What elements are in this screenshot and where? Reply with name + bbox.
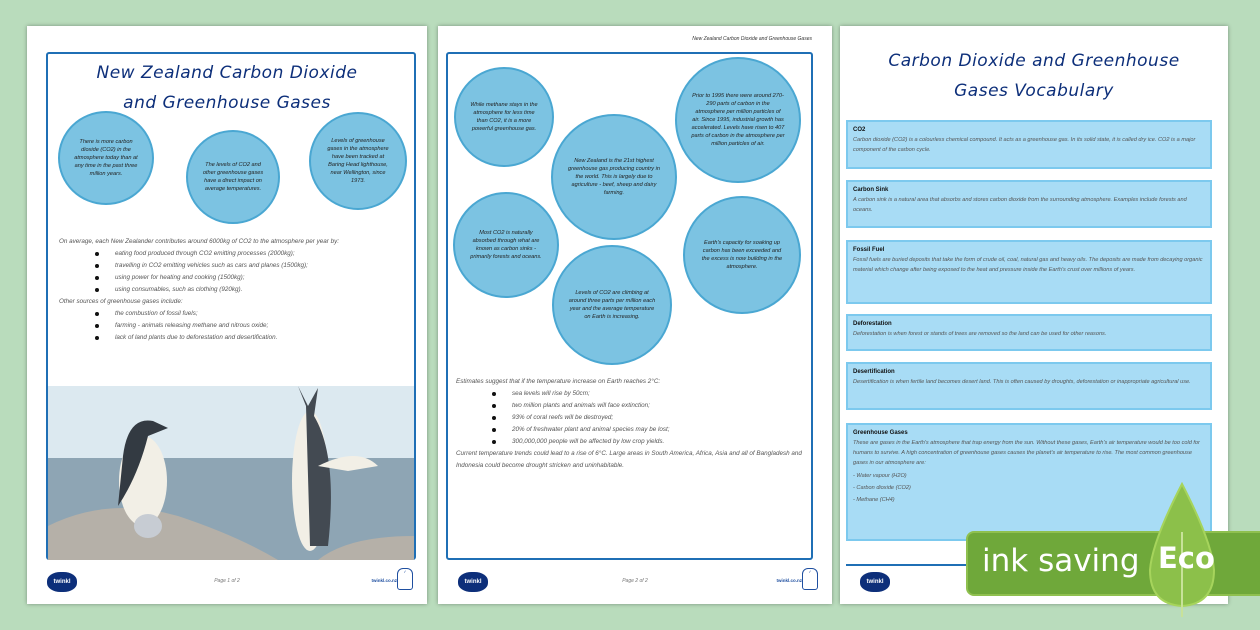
list-item: two million plants and animals will face extinction; xyxy=(494,400,806,412)
twinkl-logo: twinkl xyxy=(458,572,488,592)
vocab-term: Desertification xyxy=(853,369,895,375)
list-item: 300,000,000 people will be affected by low crop yields. xyxy=(494,436,806,448)
list-item: 20% of freshwater plant and animal species may be lost; xyxy=(494,424,806,436)
fact-circle: Levels of CO2 are climbing at around three parts per million each year and the average temperature on Earth is increasing. xyxy=(552,245,672,365)
vocab-card xyxy=(846,120,1212,169)
vocab-card xyxy=(846,362,1212,410)
list-item: lack of land plants due to deforestation and desertification. xyxy=(97,332,409,344)
fact-circle: Levels of greenhouse gases in the atmosphere have been tracked at Baring Head lighthouse, near Wellington, since 1973. xyxy=(309,112,407,210)
other-intro: Other sources of greenhouse gases include: xyxy=(59,298,183,305)
list-item: 93% of coral reefs will be destroyed; xyxy=(494,412,806,424)
vocab-definition: Desertification is when fertile land becomes desert land. This is often caused by droughts, deforestation or inappropriate agricultural use. xyxy=(853,379,1191,385)
fact-circle: Earth's capacity for soaking up carbon has been exceeded and the excess is now building in the atmosphere. xyxy=(683,196,801,314)
fact-circle: New Zealand is the 21st highest greenhouse gas producing country in the world. This is largely due to agriculture - beef, sheep and dairy farming. xyxy=(551,114,677,240)
eco-badge-label: Eco xyxy=(1158,541,1215,575)
vocab-term: Fossil Fuel xyxy=(853,247,885,253)
vocab-term: Deforestation xyxy=(853,321,892,327)
quality-badge-icon: ✓ xyxy=(802,568,818,590)
page-1 xyxy=(27,26,427,604)
vocab-card xyxy=(846,180,1212,228)
outro: Current temperature trends could lead to a rise of 6°C. Large areas in South America, Africa, Asia and all of Bangladesh and Indonesia could become drought stricken and uninhabitable. xyxy=(456,450,802,469)
list-item: travelling in CO2 emitting vehicles such as cars and planes (1500kg); xyxy=(97,260,409,272)
body-text xyxy=(456,376,806,472)
list-item: using consumables, such as clothing (920kg). xyxy=(97,284,409,296)
ink-saving-label: ink saving xyxy=(982,543,1140,579)
vocab-card xyxy=(846,240,1212,304)
vocab-definition: Carbon dioxide (CO2) is a colourless chemical compound. It acts as a greenhouse gas. In its solid state, it is called dry ice. CO2 is a major component of the carbon cycle. xyxy=(853,137,1196,153)
vocab-definition: These are gases in the Earth's atmosphere that trap energy from the sun. Without these gases, Earth's air temperature would be too cold for humans to survive. A high concentration of greenhouse gases causes the planet's air temperature to rise. The most common greenhouse gases in our atmosphere are: xyxy=(853,440,1200,466)
intro: On average, each New Zealander contributes around 6000kg of CO2 to the atmosphere per year by: xyxy=(59,238,340,245)
footer-url: twinkl.co.nz xyxy=(776,578,802,583)
page-footer xyxy=(438,564,832,604)
twinkl-logo: twinkl xyxy=(860,572,890,592)
list-item: - Methane (CH4) xyxy=(853,497,895,503)
vocab-definition: Deforestation is when forest or stands of trees are removed so the land can be used for other reasons. xyxy=(853,331,1107,337)
vocab-card xyxy=(846,314,1212,351)
body-text xyxy=(59,236,409,344)
vocab-term: CO2 xyxy=(853,127,866,133)
running-header: New Zealand Carbon Dioxide and Greenhouse Gases xyxy=(692,36,812,42)
fact-circle: There is more carbon dioxide (CO2) in the atmosphere today than at any time in the past three million years. xyxy=(58,111,154,205)
footer-url: twinkl.co.nz xyxy=(371,578,397,583)
vocab-term: Carbon Sink xyxy=(853,187,889,193)
list-item: eating food produced through CO2 emitting processes (2000kg); xyxy=(97,248,409,260)
list-item: using power for heating and cooking (1500kg); xyxy=(97,272,409,284)
page-number: Page 1 of 2 xyxy=(214,578,240,584)
penguin-illustration xyxy=(48,386,414,560)
page-number: Page 2 of 2 xyxy=(622,578,648,584)
list-item: farming - animals releasing methane and nitrous oxide; xyxy=(97,320,409,332)
list-item: - Carbon dioxide (CO2) xyxy=(853,485,911,491)
vocab-definition: Fossil fuels are buried deposits that take the form of crude oil, coal, natural gas and heavy oils. The deposits are made from decaying organic material which change after being exposed to the heat and pressure inside the Earth's crust over millions of years. xyxy=(853,257,1203,273)
fact-circle: Most CO2 is naturally absorbed through what are known as carbon sinks - primarily forests and oceans. xyxy=(453,192,559,298)
list-item: the combustion of fossil fuels; xyxy=(97,308,409,320)
list-item: - Water vapour (H2O) xyxy=(853,473,907,479)
page-title: New Zealand Carbon Dioxide and Greenhouse Gases xyxy=(96,63,358,113)
twinkl-logo: twinkl xyxy=(47,572,77,592)
list-item: sea levels will rise by 50cm; xyxy=(494,388,806,400)
vocab-term: Greenhouse Gases xyxy=(853,430,908,436)
page-2 xyxy=(438,26,832,604)
intro: Estimates suggest that if the temperature increase on Earth reaches 2°C: xyxy=(456,378,661,385)
vocab-definition: A carbon sink is a natural area that absorbs and stores carbon dioxide from the surrounding atmosphere. Examples include forests and oceans. xyxy=(853,197,1187,213)
fact-circle: While methane stays in the atmosphere for less time than CO2, it is a more powerful greenhouse gas. xyxy=(454,67,554,167)
fact-circle: The levels of CO2 and other greenhouse gases have a direct impact on average temperatures. xyxy=(186,130,280,224)
quality-badge-icon: ✓ xyxy=(397,568,413,590)
page-footer xyxy=(27,564,427,604)
page-title: Carbon Dioxide and Greenhouse Gases Vocabulary xyxy=(888,51,1180,101)
fact-circle: Prior to 1995 there were around 270-290 parts of carbon in the atmosphere per million particles of air. Since 1995, industrial growth has accelerated. Levels have risen to 407 parts of carbon in the atmosphere per million particles of air. xyxy=(675,57,801,183)
